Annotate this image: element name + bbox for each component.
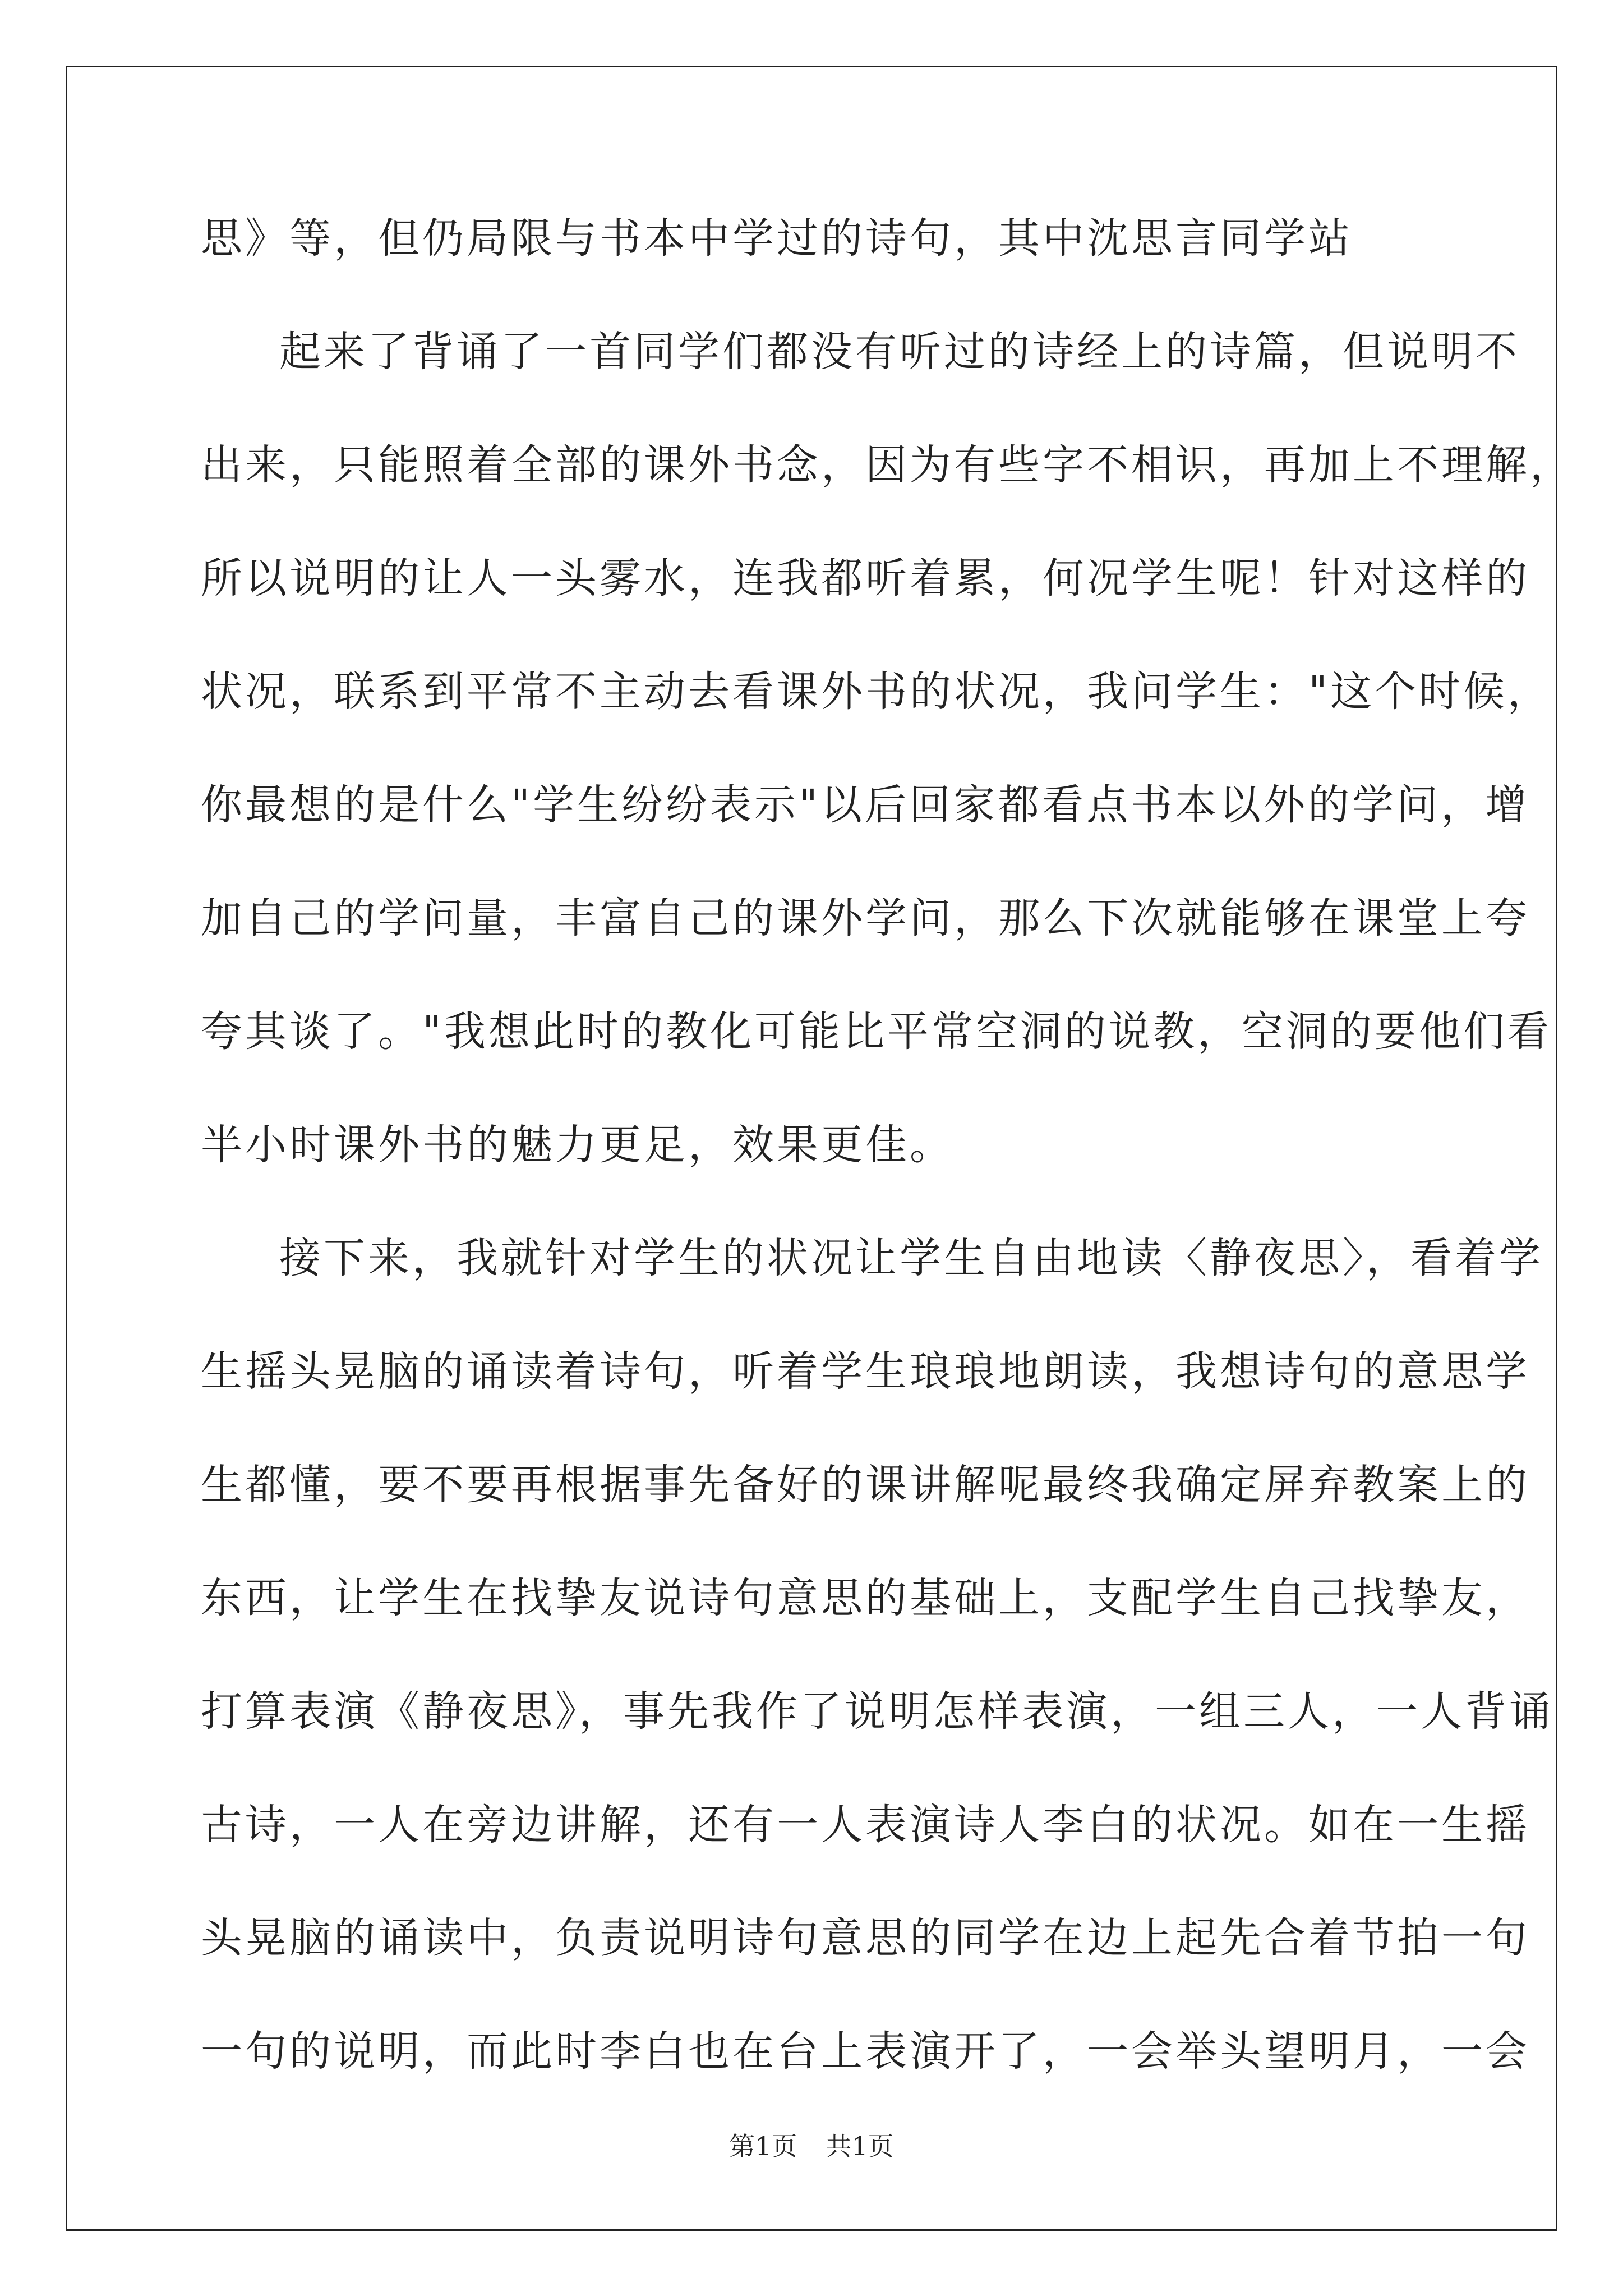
paragraph-first-line: 接下来，我就针对学生的状况让学生自由地读〈静夜思〉，看着学 <box>279 1234 1543 1282</box>
page-total: 共1页 <box>826 2131 894 2161</box>
text-line: 打算表演《静夜思》，事先我作了说明怎样表演，一组三人，一人背诵 <box>201 1687 1553 1736</box>
text-line: 头晃脑的诵读中，负责说明诗句意思的同学在边上起先合着节拍一句 <box>201 1914 1530 1962</box>
page-footer <box>0 2126 1623 2163</box>
text-line: 生都懂，要不要再根据事先备好的课讲解呢最终我确定屏弃教案上的 <box>201 1461 1530 1509</box>
paragraph-first-line: 起来了背诵了一首同学们都没有听过的诗经上的诗篇，但说明不 <box>279 328 1520 376</box>
text-line: 思》等，但仍局限与书本中学过的诗句，其中沈思言同学站 <box>201 214 1353 263</box>
text-line: 生摇头晃脑的诵读着诗句，听着学生琅琅地朗读，我想诗句的意思学 <box>201 1347 1530 1396</box>
text-line: 出来，只能照着全部的课外书念，因为有些字不相识，再加上不理解， <box>201 441 1574 489</box>
text-line: 状况，联系到平常不主动去看课外书的状况，我问学生："这个时候， <box>201 668 1552 716</box>
text-line: 一句的说明，而此时李白也在台上表演开了，一会举头望明月，一会 <box>201 2027 1530 2076</box>
text-line: 夸其谈了。"我想此时的教化可能比平常空洞的说教，空洞的要他们看 <box>201 1007 1552 1056</box>
text-line: 半小时课外书的魅力更足，效果更佳。 <box>201 1121 954 1169</box>
text-line: 古诗，一人在旁边讲解，还有一人表演诗人李白的状况。如在一生摇 <box>201 1801 1530 1849</box>
text-line: 所以说明的让人一头雾水，连我都听着累，何况学生呢！针对这样的 <box>201 554 1530 602</box>
page-number: 第1页 <box>729 2131 797 2161</box>
text-line: 东西，让学生在找挚友说诗句意思的基础上，支配学生自己找挚友， <box>201 1574 1530 1622</box>
text-line: 加自己的学问量，丰富自己的课外学问，那么下次就能够在课堂上夸 <box>201 894 1530 942</box>
text-line: 你最想的是什么"学生纷纷表示"以后回家都看点书本以外的学问，增 <box>201 781 1530 829</box>
